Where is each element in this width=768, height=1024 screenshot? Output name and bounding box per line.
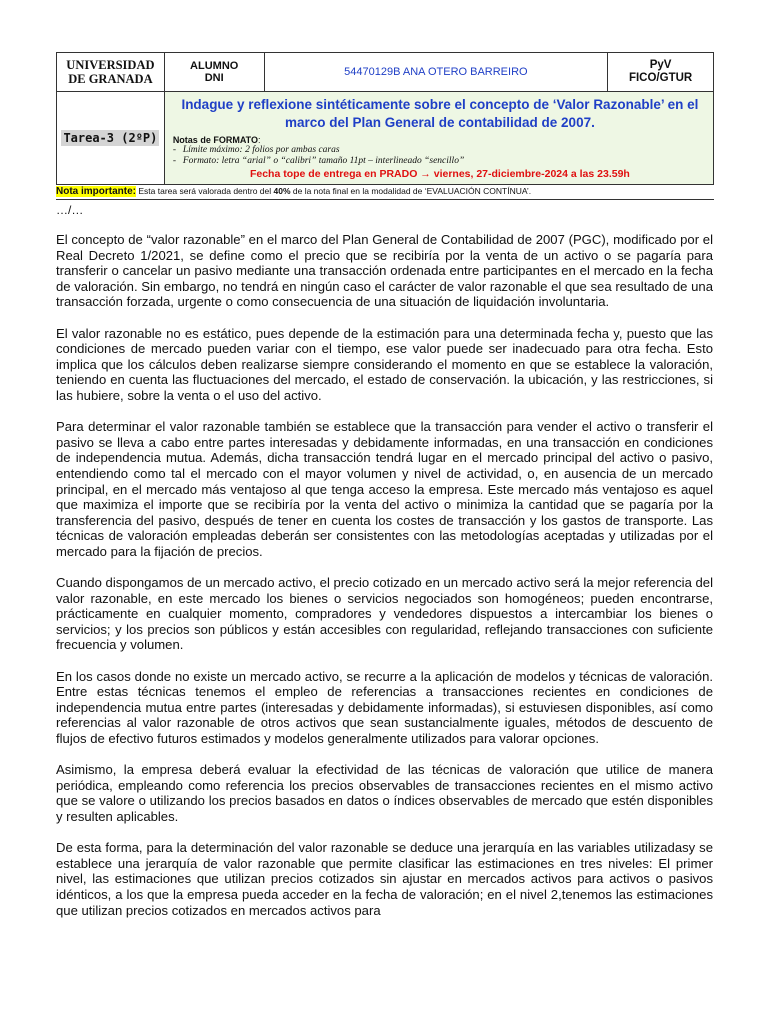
format-item: - Límite máximo: 2 folios por ambas caras bbox=[172, 145, 340, 155]
course-cell bbox=[608, 53, 714, 92]
student-cell bbox=[264, 53, 608, 92]
university-name: UNIVERSIDAD DE GRANADA bbox=[66, 58, 155, 86]
essay-body bbox=[56, 232, 713, 934]
alumno-dni-cell bbox=[164, 53, 264, 92]
format-notes-label: Notas de FORMATO bbox=[172, 135, 258, 145]
student-id-name: 54470129B ANA OTERO BARREIRO bbox=[344, 66, 528, 78]
header-table bbox=[56, 52, 714, 185]
continuation-mark: …/… bbox=[56, 203, 84, 217]
paragraph: Para determinar el valor razonable también se establece que la transacción para vender el activo o transferir el pasivo se lleva a cabo entre partes interesadas y debidamente informadas, en una transacción en condiciones de independencia mutua. Además, dicha transacción tendrá lugar en el mercado principal del activo o pasivo, entendiendo como tal el mercado con el mayor volumen y nivel de actividad, o, en ausencia de un mercado principal, en el mercado más ventajoso al que tenga acceso la empresa. Este mercado más ventajoso es aquel que maximiza el importe que se recibiría por la venta del activo o minimiza la cantidad que se pagaría por la transferencia del pasivo, después de tener en cuenta los costes de transacción y los gastos de transporte. Las técnicas de valoración empleadas deberán ser consistentes con las metodologías aceptadas y utilizadas por el mercado para la fijación de precios. bbox=[56, 419, 713, 559]
paragraph: Cuando dispongamos de un mercado activo, el precio cotizado en un mercado activo será la mejor referencia del valor razonable, en este mercado los bienes o servicios negociados son homogéneos; pueden encontrarse, prácticamente en cualquier momento, compradores y vendedores dispuestos a intercambiar los bienes o servicios; y los precios son públicos y están accesibles con regularidad, reflejando transacciones con suficiente frecuencia y volumen. bbox=[56, 575, 713, 653]
paragraph: En los casos donde no existe un mercado activo, se recurre a la aplicación de modelos y técnicas de valoración. Entre estas técnicas tenemos el empleo de referencias a transacciones recientes en condiciones de independencia mutua entre partes (interesadas y debidamente informadas), si estuviesen disponibles, así como referencias al valor razonable de otros activos que sean sustancialmente iguales, métodos de descuento de flujos de efectivo futuros estimados y modelos generalmente utilizados para valorar opciones. bbox=[56, 668, 713, 746]
course-degrees: FICO/GTUR bbox=[628, 72, 693, 84]
task-title: Indague y reflexione sintéticamente sobre el concepto de ‘Valor Razonable’ en el marco del Plan General de contabilidad de 2007. bbox=[181, 97, 699, 130]
paragraph: El valor razonable no es estático, pues depende de la estimación para una determinada fecha y, puesto que las condiciones de mercado pueden variar con el tiempo, ese valor puede ser inadecuado para otra fecha. Esto implica que los cálculos deben realizarse siempre considerando el momento en que se establece la valoración, teniendo en cuenta las fluctuaciones del mercado, el estado de conservación. la ubicación, y las restricciones, si las hubiere, sobre la venta o el uso del activo. bbox=[56, 325, 713, 403]
grade-percent: 40% bbox=[273, 186, 291, 196]
tarea-label: Tarea-3 (2ºP) bbox=[63, 131, 158, 145]
course-code: PyV bbox=[649, 59, 672, 71]
university-cell bbox=[57, 53, 165, 92]
deadline: Fecha tope de entrega en PRADO → viernes, 27-diciembre-2024 a las 23.59h bbox=[249, 168, 630, 180]
paragraph: El concepto de “valor razonable” en el marco del Plan General de Contabilidad de 2007 (PGC), modificado por el Real Decreto 1/2021, se define como el precio que se recibiría por la venta de un activo o se pagaría para transferir o cancelar un pasivo mediante una transacción ordenada entre participantes en el mercado en la fecha de valoración. Sin embargo, no tendrá en ningún caso el carácter de valor razonable el que sea resultado de una transacción forzada, urgente o como consecuencia de una situación de liquidación involuntaria. bbox=[56, 232, 713, 310]
format-item: - Formato: letra “arial” o “calibri” tamaño 11pt – interlineado “sencillo” bbox=[172, 156, 465, 166]
important-note-label: Nota importante: bbox=[56, 186, 136, 197]
task-cell bbox=[164, 92, 713, 185]
paragraph: Asimismo, la empresa deberá evaluar la efectividad de las técnicas de valoración que utilice de manera periódica, empleando como referencia los precios observables de transacciones recientes en el mismo activo que se valore o utilizando los precios basados en datos o índices observables de mercado que estén disponibles y resulten aplicables. bbox=[56, 762, 713, 824]
paragraph: De esta forma, para la determinación del valor razonable se deduce una jerarquía en las variables utilizadasy se establece una jerarquía de valor razonable que permite clasificar las estimaciones en tres niveles: El primer nivel, las estimaciones que utilizan precios cotizados sin ajustar en mercados activos para activos o pasivos idénticos, a los que la empresa pueda acceder en la fecha de valoración; en el nivel 2,tenemos las estimaciones que utilizan precios cotizados en mercados activos para bbox=[56, 840, 713, 918]
tarea-cell bbox=[57, 92, 165, 185]
dni-label: DNI bbox=[204, 72, 224, 84]
important-note: Nota importante: Esta tarea será valorada dentro del 40% de la nota final en la modalidad de ‘EVALUACIÓN CONTÍNUA’. bbox=[56, 185, 714, 200]
format-notes-heading: Notas de FORMATO: bbox=[172, 135, 261, 145]
alumno-label: ALUMNO bbox=[190, 60, 239, 72]
